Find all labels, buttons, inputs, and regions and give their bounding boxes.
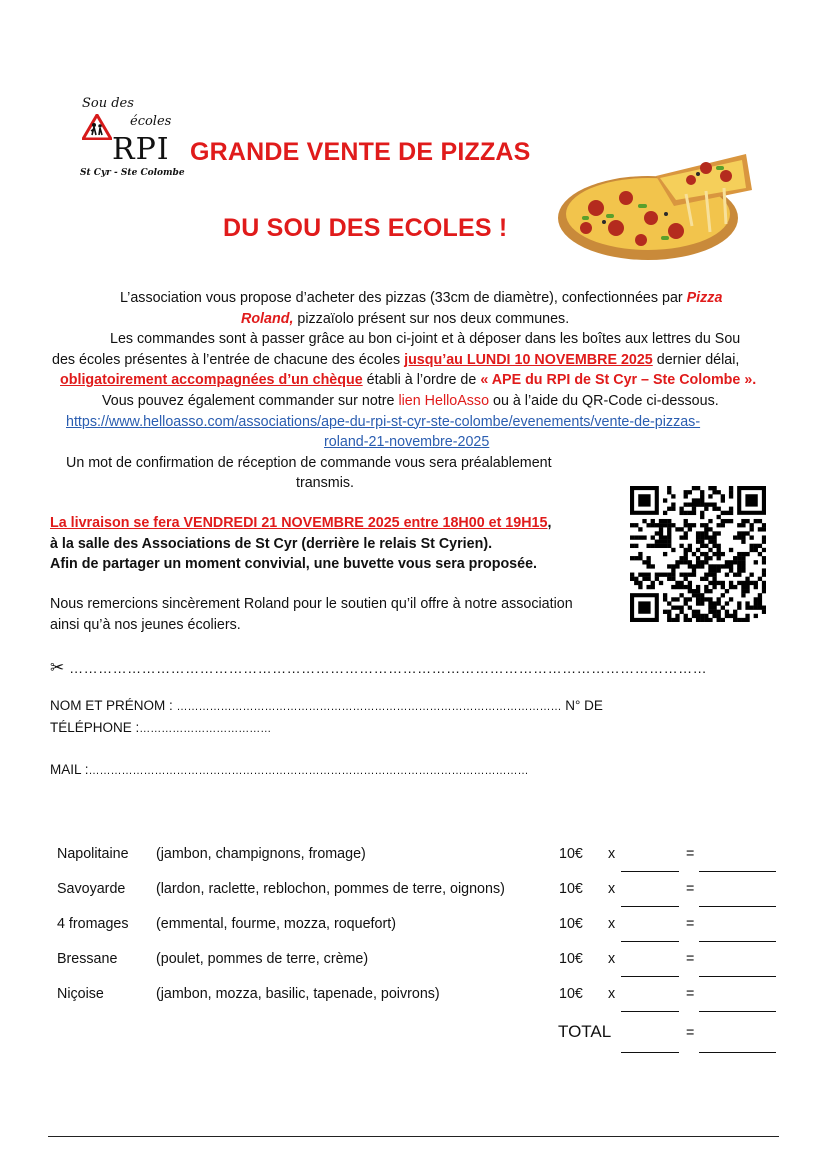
total-equals-sign: = [686, 1025, 695, 1041]
deadline: jusqu’au LUNDI 10 NOVEMBRE 2025 [404, 351, 653, 368]
footer-divider [48, 1136, 779, 1137]
subtotal-input[interactable] [699, 941, 776, 942]
pizza-price: 10€ [559, 951, 583, 967]
quantity-input[interactable] [621, 871, 679, 872]
logo-acronym: RPI [112, 132, 170, 167]
phone-label: N° DE [561, 698, 603, 713]
multiply-sign: x [608, 916, 616, 932]
order-instructions: dernier délai, [652, 351, 740, 368]
confirmation-text: transmis. [296, 475, 354, 492]
pizza-name: Niçoise [57, 986, 104, 1002]
mail-label: MAIL : [50, 762, 89, 777]
pizza-name: Bressane [57, 951, 118, 967]
pizza-name: Napolitaine [57, 846, 129, 862]
total-amount-input[interactable] [699, 1052, 776, 1053]
cut-dots: …………………………………………………………………………………………………………………… [69, 660, 708, 676]
order-instructions: Les commandes sont à passer grâce au bon ci-joint et à déposer dans les boîtes aux lettres du Sou [110, 331, 741, 348]
delivery-date: La livraison se fera VENDREDI 21 NOVEMBRE 2025 entre 18H00 et 19H15 [50, 515, 548, 531]
logo-line2: écoles [130, 114, 172, 129]
delivery-buvette: Afin de partager un moment convivial, une buvette vous sera proposée. [50, 556, 538, 573]
pizza-ingredients: (lardon, raclette, reblochon, pommes de terre, oignons) [156, 881, 505, 897]
subtotal-input[interactable] [699, 871, 776, 872]
pizza-price: 10€ [559, 916, 583, 932]
delivery-comma: , [547, 515, 552, 531]
confirmation-text: Un mot de confirmation de réception de commande vous sera préalablement [66, 454, 552, 471]
multiply-sign: x [608, 986, 616, 1002]
thanks-line-1: Nous remercions sincèrement Roland pour le soutien qu’il offre à notre association [50, 596, 573, 612]
intro-text: pizzaïolo présent sur nos deux communes. [293, 310, 570, 327]
total-label: TOTAL [558, 1022, 612, 1041]
online-order-text: ou à l’aide du QR-Code ci-dessous. [489, 392, 719, 409]
pizza-ingredients: (jambon, champignons, fromage) [156, 846, 366, 862]
phone-input[interactable]: ……………………………… [139, 722, 272, 735]
helloasso-url[interactable]: https://www.helloasso.com/associations/ape-du-rpi-st-cyr-ste-colombe/evenements/vente-de-pizzas- [66, 413, 701, 430]
subtotal-input[interactable] [699, 976, 776, 977]
online-order-text: Vous pouvez également commander sur notre [102, 392, 399, 409]
order-instructions: établi à l’ordre de [362, 372, 481, 389]
quantity-input[interactable] [621, 906, 679, 907]
equals-sign: = [686, 986, 695, 1002]
name-input[interactable]: …………………………………………………………………………………………… [176, 701, 562, 713]
pizza-price: 10€ [559, 881, 583, 897]
equals-sign: = [686, 916, 695, 932]
thanks-line-2: ainsi qu’à nos jeunes écoliers. [50, 616, 241, 633]
pizza-ingredients: (poulet, pommes de terre, crème) [156, 951, 369, 967]
multiply-sign: x [608, 951, 616, 967]
subtotal-input[interactable] [699, 906, 776, 907]
helloasso-url-continued[interactable]: roland-21-novembre-2025 [324, 434, 490, 451]
quantity-input[interactable] [621, 1011, 679, 1012]
pizza-ingredients: (emmental, fourme, mozza, roquefort) [156, 916, 396, 932]
mail-input[interactable]: ………………………………………………………………………………………………………… [88, 765, 529, 777]
cheque-payee: « APE du RPI de St Cyr – Ste Colombe ». [480, 372, 757, 389]
total-quantity-input[interactable] [621, 1052, 679, 1053]
equals-sign: = [686, 881, 695, 897]
pizza-name: Savoyarde [57, 881, 126, 897]
name-label: NOM ET PRÉNOM : [50, 698, 177, 713]
order-instructions: des écoles présentes à l’entrée de chacune des écoles [52, 351, 405, 368]
page-subtitle: DU SOU DES ECOLES ! [223, 214, 508, 242]
scissors-icon: ✂ [50, 658, 65, 677]
pizza-price: 10€ [559, 846, 583, 862]
pizza-price: 10€ [559, 986, 583, 1002]
brand-pizza: Pizza [686, 290, 723, 306]
pizza-name: 4 fromages [57, 916, 129, 932]
logo-subtitle: St Cyr - Ste Colombe [80, 168, 185, 178]
quantity-input[interactable] [621, 976, 679, 977]
phone-label-cont: TÉLÉPHONE : [50, 719, 140, 735]
brand-roland: Roland, [241, 310, 294, 327]
delivery-place: à la salle des Associations de St Cyr (derrière le relais St Cyrien). [50, 535, 493, 552]
multiply-sign: x [608, 881, 616, 897]
pizza-ingredients: (jambon, mozza, basilic, tapenade, poivrons) [156, 986, 440, 1002]
quantity-input[interactable] [621, 941, 679, 942]
logo-line1: Sou des [82, 96, 134, 111]
equals-sign: = [686, 846, 695, 862]
cheque-requirement: obligatoirement accompagnées d’un chèque [60, 372, 363, 389]
helloasso-link[interactable]: lien HelloAsso [398, 392, 490, 409]
equals-sign: = [686, 951, 695, 967]
intro-text: L’association vous propose d’acheter des pizzas (33cm de diamètre), confectionnées par [120, 290, 687, 306]
page-title: GRANDE VENTE DE PIZZAS [190, 138, 531, 166]
subtotal-input[interactable] [699, 1011, 776, 1012]
multiply-sign: x [608, 846, 616, 862]
